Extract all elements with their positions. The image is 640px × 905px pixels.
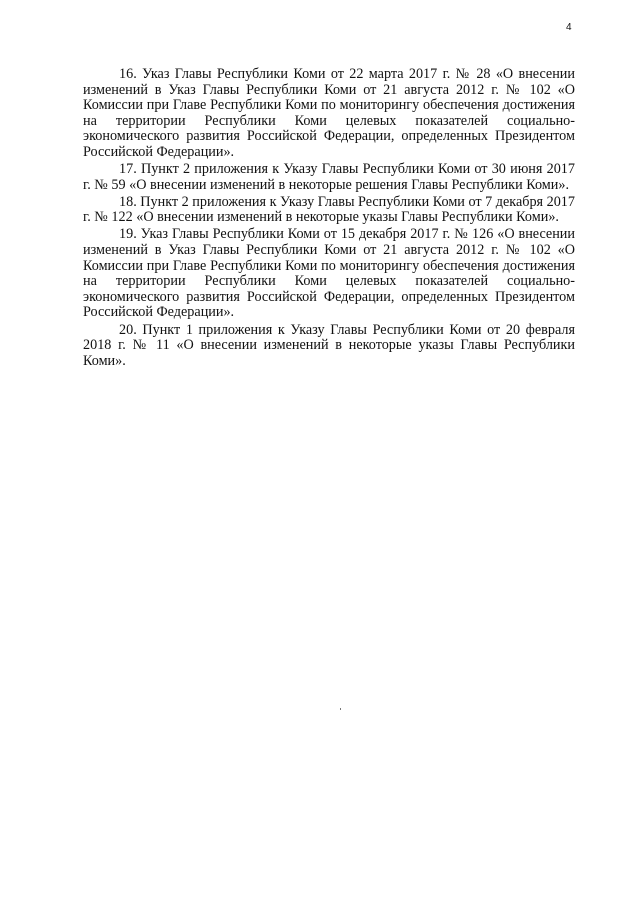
list-item: 17. Пункт 2 приложения к Указу Главы Республики Коми от 30 июня 2017 г. № 59 «О внесении изменений в некоторые решения Главы Республики Коми». xyxy=(83,161,575,193)
list-item: 18. Пункт 2 приложения к Указу Главы Республики Коми от 7 декабря 2017 г. № 122 «О внесении изменений в некоторые указы Главы Республики Коми». xyxy=(83,193,575,226)
list-item: 16. Указ Главы Республики Коми от 22 марта 2017 г. № 28 «О внесении изменений в Указ Главы Республики Коми от 21 августа 2012 г. № 102 «О Комиссии при Главе Республики Коми по мониторингу обеспечения достижения на территории Республики Коми целевых показателей социально-экономического развития Российской Федерации, определенных Президентом Российской Федерации». xyxy=(83,66,575,160)
list-item: 19. Указ Главы Республики Коми от 15 декабря 2017 г. № 126 «О внесении изменений в Указ Главы Республики Коми от 21 августа 2012 г. № 102 «О Комиссии при Главе Республики Коми по мониторингу обеспечения достижения на территории Республики Коми целевых показателей социально-экономического развития Российской Федерации, определенных Президентом Российской Федерации». xyxy=(83,226,575,321)
document-body xyxy=(83,67,575,371)
scan-dot xyxy=(340,708,341,710)
list-item: 20. Пункт 1 приложения к Указу Главы Республики Коми от 20 февраля 2018 г. № 11 «О внесении изменений в некоторые указы Главы Республики Коми». xyxy=(83,321,575,369)
page-number: 4 xyxy=(566,22,572,33)
